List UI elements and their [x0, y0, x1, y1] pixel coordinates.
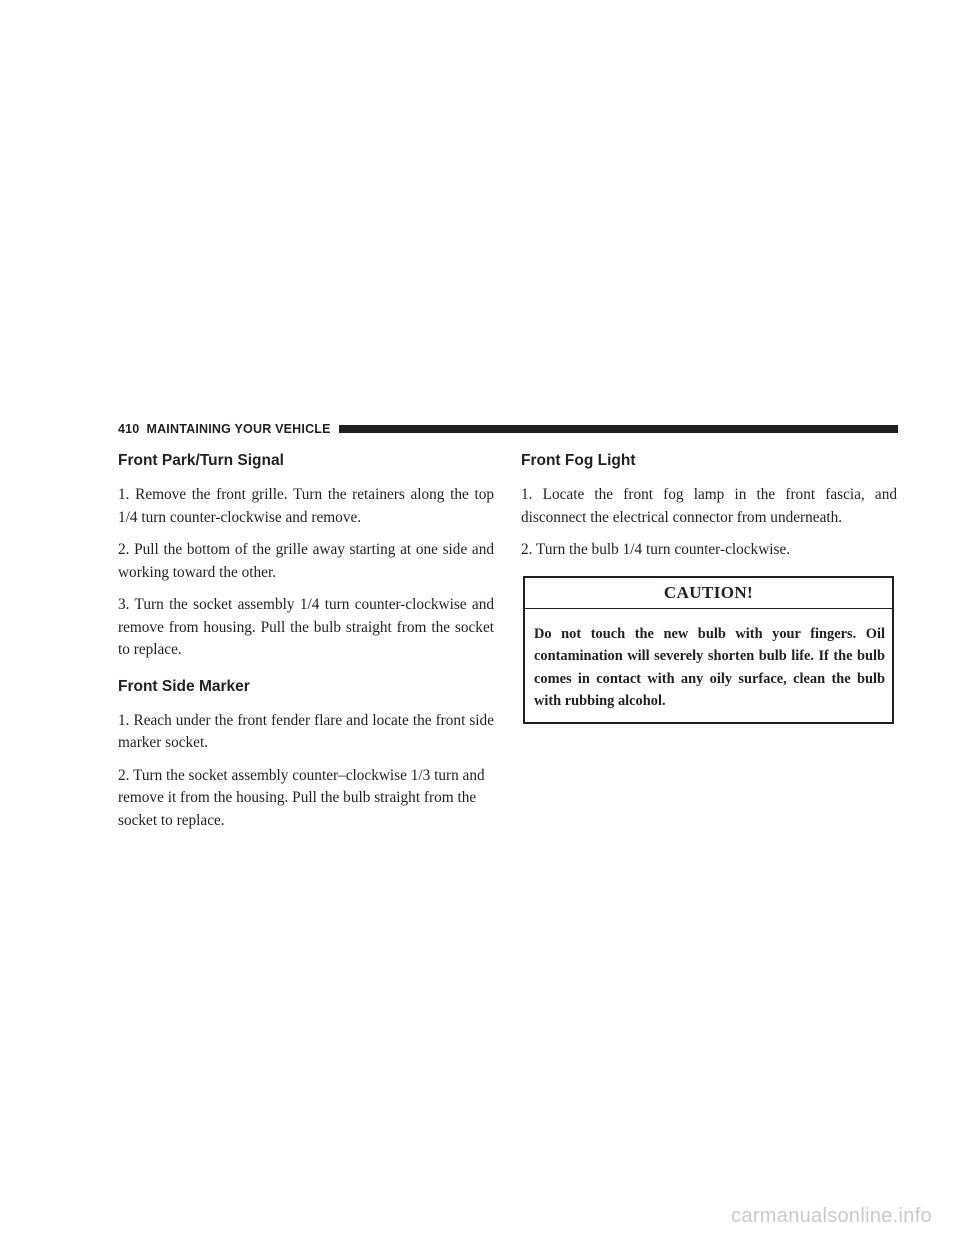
step-paragraph: 1. Reach under the front fender flare and locate the front side marker socket.	[118, 711, 494, 751]
left-column	[118, 450, 494, 842]
caution-box	[523, 576, 894, 724]
step-paragraph: 1. Locate the front fog lamp in the front fascia, and disconnect the electrical connector from underneath.	[521, 486, 897, 526]
caution-text: Do not touch the new bulb with your fingers. Oil contamination will severely shorten bulb life. If the bulb comes in contact with any oily surface, clean the bulb with rubbing alcohol.	[534, 625, 885, 709]
page-header	[118, 421, 898, 437]
heading-front-fog-light: Front Fog Light	[521, 452, 636, 469]
caution-title: CAUTION!	[525, 578, 892, 609]
step-paragraph: 2. Turn the bulb 1/4 turn counter-clockwise.	[521, 541, 791, 558]
watermark: carmanualsonline.info	[731, 1205, 932, 1227]
header-rule	[339, 425, 898, 433]
heading-front-park-turn-signal: Front Park/Turn Signal	[118, 452, 284, 469]
page-number: 410	[118, 422, 140, 436]
step-paragraph: 2. Pull the bottom of the grille away starting at one side and working toward the other.	[118, 541, 494, 581]
section-title: MAINTAINING YOUR VEHICLE	[146, 422, 331, 436]
step-paragraph: 1. Remove the front grille. Turn the retainers along the top 1/4 turn counter-clockwise and remove.	[118, 486, 494, 526]
step-paragraph: 2. Turn the socket assembly counter–clockwise 1/3 turn and remove it from the housing. Pull the bulb straight from the socket to replace.	[118, 766, 485, 829]
step-paragraph: 3. Turn the socket assembly 1/4 turn counter-clockwise and remove from housing. Pull the bulb straight from the socket to replace.	[118, 596, 494, 658]
heading-front-side-marker: Front Side Marker	[118, 677, 250, 695]
right-column	[521, 450, 897, 724]
